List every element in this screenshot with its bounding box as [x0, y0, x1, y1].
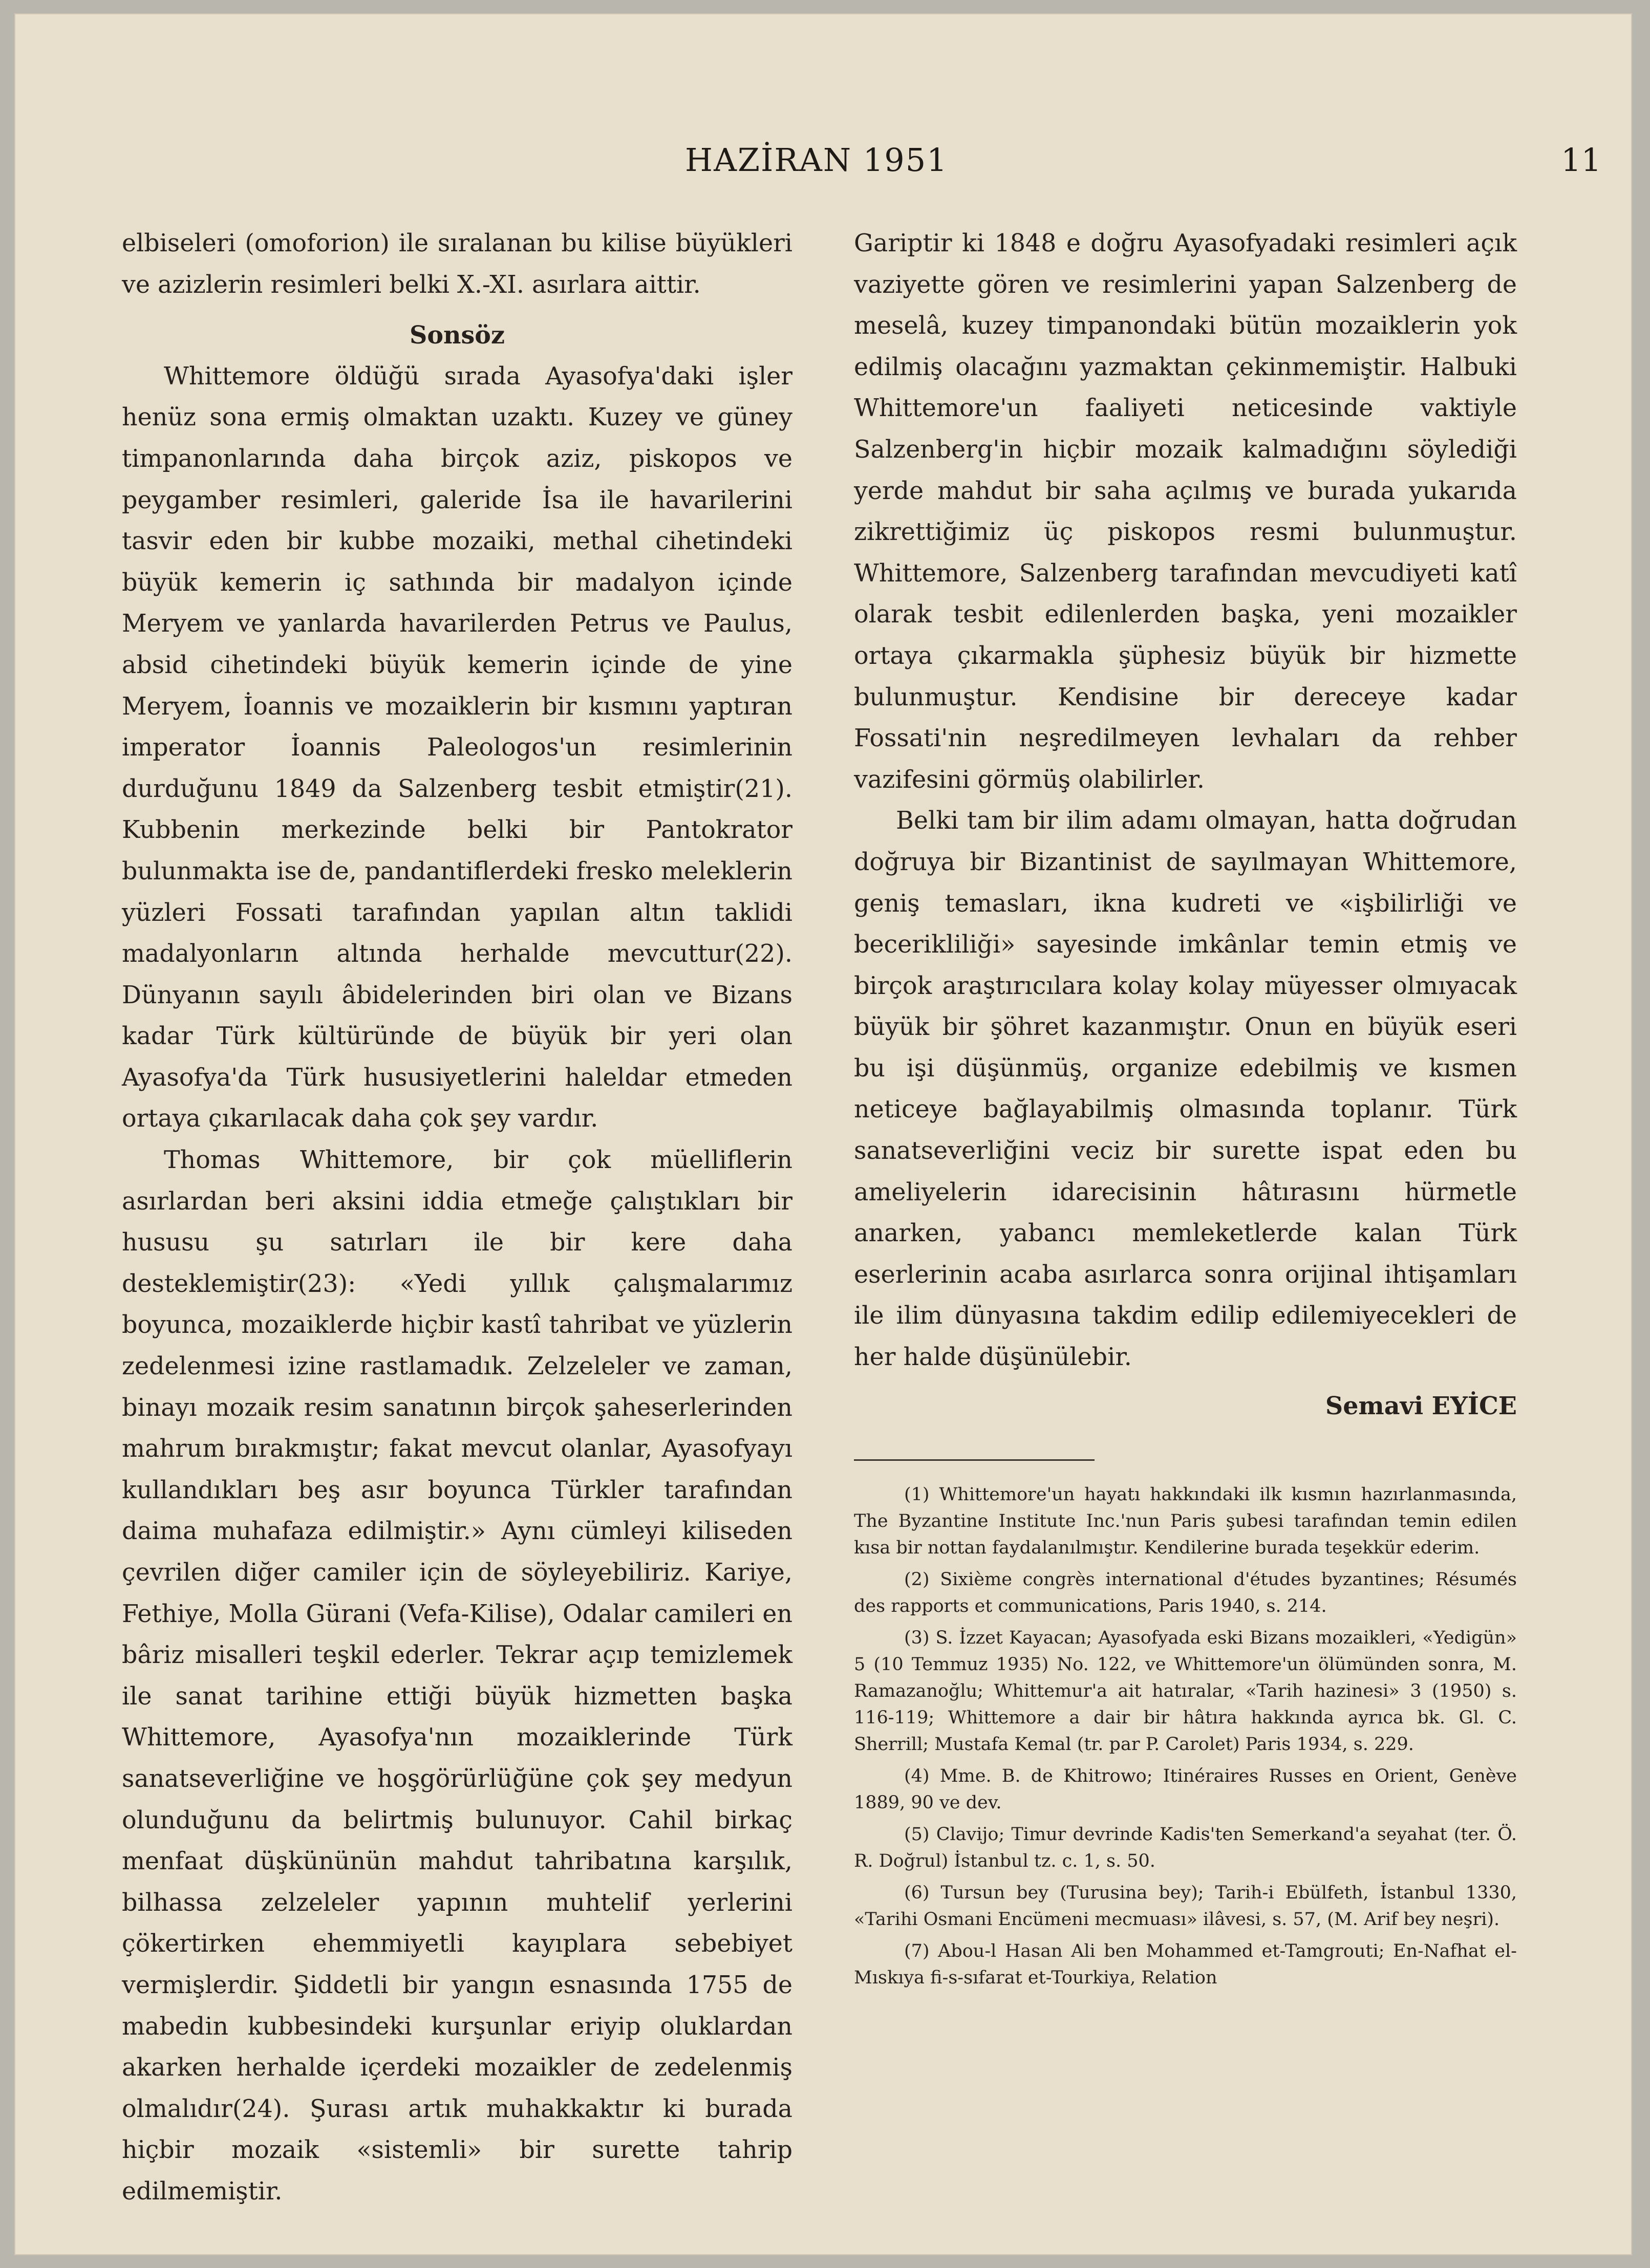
footnotes — [854, 1481, 1517, 1991]
footnote: (2) Sixième congrès international d'études byzantines; Résumés des rapports et communications, Paris 1940, s. 214. — [854, 1569, 1517, 1617]
footnote-divider — [854, 1459, 1095, 1461]
header-title: HAZİRAN 1951 — [685, 141, 948, 179]
page-number: 11 — [1561, 141, 1601, 179]
paragraph: elbiseleri (omoforion) ile sıralanan bu kilise büyükleri ve azizlerin resimleri belki X.-XI. asırlara aittir. — [122, 229, 792, 299]
footnote: (4) Mme. B. de Khitrowo; Itinéraires Russes en Orient, Genève 1889, 90 ve dev. — [854, 1766, 1517, 1813]
paragraph: Belki tam bir ilim adamı olmayan, hatta doğrudan doğruya bir Bizantinist de sayılmayan Whittemore, geniş temasları, ikna kudreti ve «işbilirliği ve becerikliliği» sayesinde imkânlar temin etmiş ve birçok araştırıcılara kolay kolay müyesser olmıyacak büyük bir şöhret kazanmıştır. Onun en büyük eseri bu işi düşünmüş, organize edebilmiş ve kısmen neticeye bağlayabilmiş olmasında toplanır. Türk sanatseverliğini veciz bir surette ispat eden bu ameliyelerin idarecisinin hâtırasını hürmetle anarken, yabancı memleketlerde kalan Türk eserlerinin acaba asırlarca sonra orijinal ihtişamları ile ilim dünyasına takdim edilip edilemiyecekleri de her halde düşünülebir. — [854, 807, 1517, 1372]
running-header — [14, 141, 1632, 187]
footnote: (6) Tursun bey (Turusina bey); Tarih-i Ebülfeth, İstanbul 1330, «Tarihi Osmani Encümeni mecmuası» ilâvesi, s. 57, (M. Arif bey neşri). — [854, 1883, 1517, 1930]
right-column — [854, 223, 1517, 1991]
paragraph: Whittemore öldüğü sırada Ayasofya'daki işler henüz sona ermiş olmaktan uzaktı. Kuzey ve güney timpanonlarında daha birçok aziz, piskopos ve peygamber resimleri, galeride İsa ile havarilerini tasvir eden bir kubbe mozaiki, methal cihetindeki büyük kemerin iç sathında bir madalyon içinde Meryem ve yanlarda havarilerden Petrus ve Paulus, absid cihetindeki büyük kemerin içinde de yine Meryem, İoannis ve mozaiklerin bir kısmını yaptıran imperator İoannis Paleologos'un resimlerinin durduğunu 1849 da Salzenberg tesbit etmiştir(21). Kubbenin merkezinde belki bir Pantokrator bulunmakta ise de, pandantiflerdeki fresko meleklerin yüzleri Fossati tarafından yapılan altın taklidi madalyonların altında herhalde mevcuttur(22). Dünyanın sayılı âbidelerinden biri olan ve Bizans kadar Türk kültüründe de büyük bir yeri olan Ayasofya'da Türk hususiyetlerini haleldar etmeden ortaya çıkarılacak daha çok şey vardır. — [122, 362, 792, 1133]
footnote: (5) Clavijo; Timur devrinde Kadis'ten Semerkand'a seyahat (ter. Ö. R. Doğrul) İstanbul tz. c. 1, s. 50. — [854, 1824, 1517, 1872]
footnote: (1) Whittemore'un hayatı hakkındaki ilk kısmın hazırlanmasında, The Byzantine Institute Inc.'nun Paris şubesi tarafından temin edilen kısa bir nottan faydalanılmıştır. Kendilerine burada teşekkür ederim. — [854, 1484, 1517, 1559]
paragraph: Gariptir ki 1848 e doğru Ayasofyadaki resimleri açık vaziyette gören ve resimlerini yapan Salzenberg de meselâ, kuzey timpanondaki bütün mozaiklerin yok edilmiş olacağını yazmaktan çekinmemiştir. Halbuki Whittemore'un faaliyeti neticesinde vaktiyle Salzenberg'in hiçbir mozaik kalmadığını söylediği yerde mahdut bir saha açılmış ve burada yukarıda zikrettiğimiz üç piskopos resmi bulunmuştur. Whittemore, Salzenberg tarafından mevcudiyeti katî olarak tesbit edilenlerden başka, yeni mozaikler ortaya çıkarmakla şüphesiz büyük bir hizmette bulunmuştur. Kendisine bir dereceye kadar Fossati'nin neşredilmeyen levhaları da rehber vazifesini görmüş olabilirler. — [854, 229, 1517, 794]
paragraph: Thomas Whittemore, bir çok müelliflerin asırlardan beri aksini iddia etmeğe çalıştıkları bir hususu şu satırları ile bir kere daha desteklemiştir(23): «Yedi yıllık çalışmalarımız boyunca, mozaiklerde hiçbir kastî tahribat ve yüzlerin zedelenmesi izine rastlamadık. Zelzeleler ve zaman, binayı mozaik resim sanatının birçok şaheserlerinden mahrum bırakmıştır; fakat mevcut olanlar, Ayasofyayı kullandıkları beş asır boyunca Türkler tarafından daima muhafaza edilmiştir.» Aynı cümleyi kiliseden çevrilen diğer camiler için de söyleyebiliriz. Kariye, Fethiye, Molla Gürani (Vefa-Kilise), Odalar camileri en bâriz misalleri teşkil ederler. Tekrar açıp temizlemek ile sanat tarihine ettiği büyük hizmetten başka Whittemore, Ayasofya'nın mozaiklerinde Türk sanatseverliğine ve hoşgörürlüğüne çok şey medyun olunduğunu da belirtmiş bulunuyor. Cahil birkaç menfaat düşkününün mahdut tahribatına karşılık, bilhassa zelzeleler yapının muhtelif yerlerini çökertirken ehemmiyetli kayıplara sebebiyet vermişlerdir. Şiddetli bir yangın esnasında 1755 de mabedin kubbesindeki kurşunlar eriyip oluklardan akarken herhalde içerdeki mozaikler de zedelenmiş olmalıdır(24). Şurası artık muhakkaktır ki burada hiçbir mozaik «sistemli» bir surette tahrip edilmemiştir. — [122, 1146, 792, 2206]
footnote: (3) S. İzzet Kayacan; Ayasofyada eski Bizans mozaikleri, «Yedigün» 5 (10 Temmuz 1935) No. 122, ve Whittemore'un ölümünden sonra, M. Ramazanoğlu; Whittemur'a ait hatıralar, «Tarih hazinesi» 3 (1950) s. 116-119; Whittemore a dair bir hâtıra hakkında ayrıca bk. Gl. C. Sherrill; Mustafa Kemal (tr. par P. Carolet) Paris 1934, s. 229. — [854, 1628, 1517, 1755]
left-column — [122, 223, 792, 2213]
page-sheet — [14, 13, 1632, 2255]
section-heading: Sonsöz — [410, 321, 505, 350]
footnote: (7) Abou-l Hasan Ali ben Mohammed et-Tamgrouti; En-Nafhat el-Mıskıya fi-s-sıfarat et-Tourkiya, Relation — [854, 1941, 1517, 1989]
author-signature: Semavi EYİCE — [1325, 1391, 1517, 1420]
